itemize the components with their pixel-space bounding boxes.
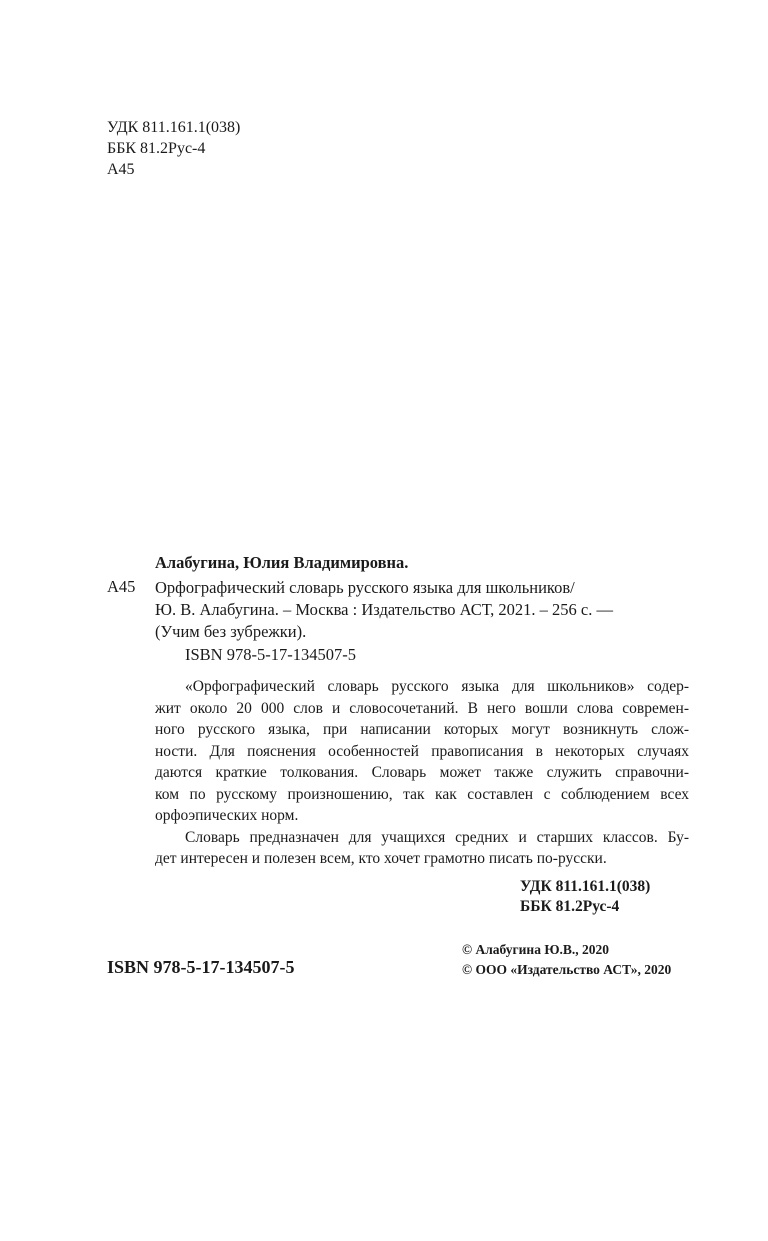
isbn-footer: ISBN 978-5-17-134507-5 bbox=[107, 957, 295, 977]
author-mark-side: А45 bbox=[107, 577, 136, 596]
annotation-line: даются краткие толкования. Словарь может также служить справочни- bbox=[155, 764, 689, 781]
title-line: Орфографический словарь русского языка для школьников/ bbox=[155, 578, 575, 597]
copyright-block bbox=[462, 940, 671, 980]
annotation bbox=[155, 676, 689, 870]
title-line: Ю. В. Алабугина. – Москва : Издательство АСТ, 2021. – 256 с. — bbox=[155, 600, 613, 619]
top-classification-codes bbox=[107, 117, 240, 180]
annotation-line: жит около 20 000 слов и словосочетаний. В него вошли слова современ- bbox=[155, 699, 689, 717]
annotation-line: орфоэпических норм. bbox=[155, 807, 299, 824]
annotation-line: ного русского языка, при написании которых могут возникнуть слож- bbox=[155, 721, 689, 738]
isbn-record: ISBN 978-5-17-134507-5 bbox=[185, 645, 356, 664]
annotation-line: «Орфографический словарь русского языка для школьников» содер- bbox=[185, 678, 689, 695]
bottom-classification-codes bbox=[520, 877, 650, 917]
title-line: (Учим без зубрежки). bbox=[155, 622, 307, 641]
copyright-publisher: © ООО «Издательство АСТ», 2020 bbox=[462, 962, 672, 977]
udk-code: УДК 811.161.1(038) bbox=[107, 119, 241, 136]
author-mark: А45 bbox=[107, 161, 135, 178]
bibliographic-title bbox=[155, 577, 689, 643]
annotation-line: дет интересен и полезен всем, кто хочет грамотно писать по-русски. bbox=[155, 850, 607, 867]
copyright-author: © Алабугина Ю.В., 2020 bbox=[462, 942, 610, 957]
annotation-line: ком по русскому произношению, так как составлен с соблюдением всех bbox=[155, 785, 689, 803]
annotation-line: Словарь предназначен для учащихся средних и старших классов. Бу- bbox=[185, 828, 689, 846]
bbk-code: ББК 81.2Рус-4 bbox=[107, 140, 206, 157]
author-name: Алабугина, Юлия Владимировна. bbox=[155, 553, 409, 572]
udk-code-bottom: УДК 811.161.1(038) bbox=[520, 878, 651, 895]
bbk-code-bottom: ББК 81.2Рус-4 bbox=[520, 898, 620, 915]
annotation-line: ности. Для пояснения особенностей правописания в некоторых случаях bbox=[155, 742, 689, 760]
